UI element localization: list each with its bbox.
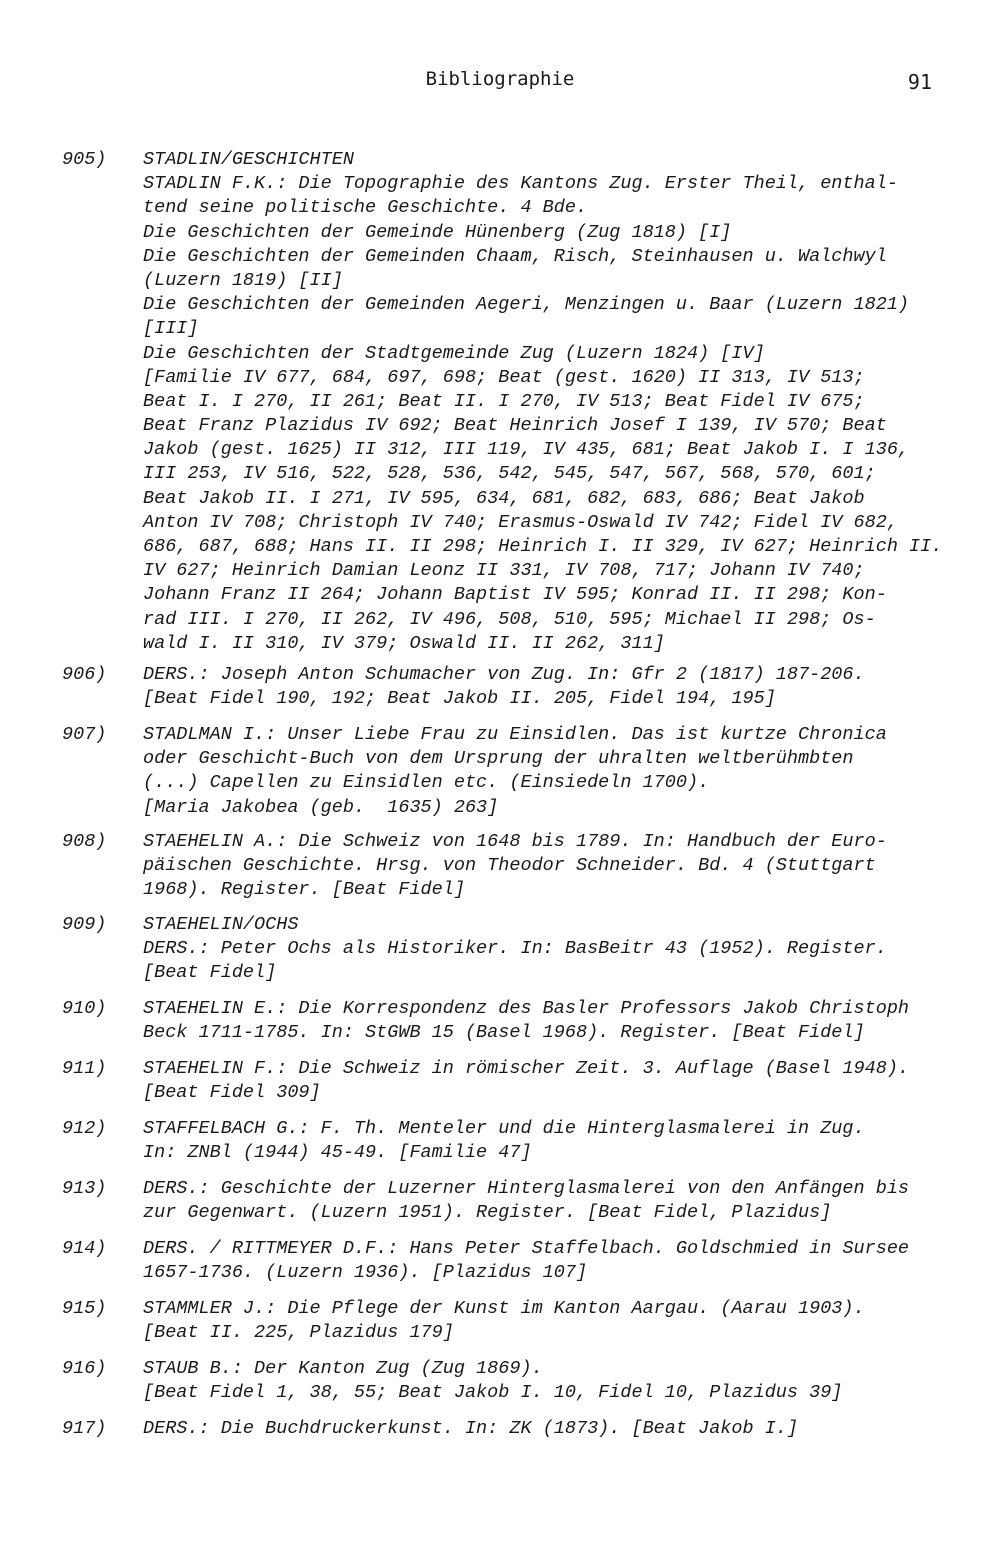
entry-number: 907) xyxy=(62,724,107,745)
entry-number: 915) xyxy=(62,1298,107,1319)
entry-line: 686, 687, 688; Hans II. II 298; Heinrich I. II 329, IV 627; Heinrich II. xyxy=(143,536,943,557)
entry-line: STAEHELIN/OCHS xyxy=(143,914,299,935)
entry-text xyxy=(143,830,993,903)
entry-number: 913) xyxy=(62,1178,107,1199)
entry-line: STADLMAN I.: Unser Liebe Frau zu Einsidlen. Das ist kurtze Chronica xyxy=(143,724,887,745)
entry-number: 908) xyxy=(62,831,107,852)
entry-text xyxy=(143,1357,993,1405)
entry-line: zur Gegenwart. (Luzern 1951). Register. [Beat Fidel, Plazidus] xyxy=(143,1202,832,1224)
entry-line: [Beat Fidel] xyxy=(143,962,277,984)
entry-number: 909) xyxy=(62,914,107,935)
entry-line: Die Geschichten der Gemeinde Hünenberg (Zug 1818) [I] xyxy=(143,221,732,243)
entry-number: 914) xyxy=(62,1238,107,1259)
page-number: 91 xyxy=(907,70,932,94)
entry-line: päischen Geschichte. Hrsg. von Theodor Schneider. Bd. 4 (Stuttgart xyxy=(143,855,876,877)
entry-line: IV 627; Heinrich Damian Leonz II 331, IV 708, 717; Johann IV 740; xyxy=(143,560,865,582)
entry-line: [Beat II. 225, Plazidus 179] xyxy=(143,1322,454,1344)
entry-line: DERS.: Die Buchdruckerkunst. In: ZK (1873). [Beat Jakob I.] xyxy=(143,1418,799,1439)
entry-line: Beck 1711-1785. In: StGWB 15 (Basel 1968). Register. [Beat Fidel] xyxy=(143,1022,865,1044)
entry-line: In: ZNBl (1944) 45-49. [Familie 47] xyxy=(143,1142,532,1164)
entry-line: STADLIN F.K.: Die Topographie des Kantons Zug. Erster Theil, enthal- xyxy=(143,173,898,195)
entry-line: DERS.: Joseph Anton Schumacher von Zug. In: Gfr 2 (1817) 187-206. xyxy=(143,664,865,685)
entry-text xyxy=(143,1417,993,1441)
entry-line: Die Geschichten der Stadtgemeinde Zug (Luzern 1824) [IV] xyxy=(143,342,765,364)
entry-text xyxy=(143,997,993,1045)
entry-text xyxy=(143,1057,993,1105)
entry-line: tend seine politische Geschichte. 4 Bde. xyxy=(143,197,588,219)
entry-line: 1657-1736. (Luzern 1936). [Plazidus 107] xyxy=(143,1262,588,1284)
entry-number: 910) xyxy=(62,998,107,1019)
entry-text xyxy=(143,1237,993,1285)
entry-line: STAMMLER J.: Die Pflege der Kunst im Kanton Aargau. (Aarau 1903). xyxy=(143,1298,865,1319)
entry-line: DERS. / RITTMEYER D.F.: Hans Peter Staffelbach. Goldschmied in Sursee xyxy=(143,1238,910,1259)
entry-text xyxy=(143,663,993,711)
entry-text xyxy=(143,913,993,986)
entry-line: Die Geschichten der Gemeinden Aegeri, Menzingen u. Baar (Luzern 1821) xyxy=(143,294,910,316)
entry-text xyxy=(143,1117,993,1165)
entry-line: Jakob (gest. 1625) II 312, III 119, IV 435, 681; Beat Jakob I. I 136, xyxy=(143,439,910,461)
entry-line: Beat I. I 270, II 261; Beat II. I 270, IV 513; Beat Fidel IV 675; xyxy=(143,390,865,412)
entry-line: Anton IV 708; Christoph IV 740; Erasmus-Oswald IV 742; Fidel IV 682, xyxy=(143,511,898,533)
entry-text xyxy=(143,1297,993,1345)
entry-line: [Beat Fidel 309] xyxy=(143,1082,321,1104)
entry-line: 1968). Register. [Beat Fidel] xyxy=(143,879,465,901)
entry-number: 906) xyxy=(62,664,107,685)
entry-line: (Luzern 1819) [II] xyxy=(143,269,343,291)
entry-text xyxy=(143,1177,993,1225)
entry-number: 911) xyxy=(62,1058,107,1079)
entry-line: STAEHELIN A.: Die Schweiz von 1648 bis 1789. In: Handbuch der Euro- xyxy=(143,831,887,852)
entry-line: [Familie IV 677, 684, 697, 698; Beat (gest. 1620) II 313, IV 513; xyxy=(143,366,865,388)
entry-text xyxy=(143,148,993,656)
entry-line: III 253, IV 516, 522, 528, 536, 542, 545, 547, 567, 568, 570, 601; xyxy=(143,463,876,485)
entry-line: rad III. I 270, II 262, IV 496, 508, 510, 595; Michael II 298; Os- xyxy=(143,608,876,630)
entry-line: [III] xyxy=(143,318,199,340)
entry-line: Johann Franz II 264; Johann Baptist IV 595; Konrad II. II 298; Kon- xyxy=(143,584,887,606)
entry-line: DERS.: Geschichte der Luzerner Hinterglasmalerei von den Anfängen bis xyxy=(143,1178,910,1199)
entry-number: 905) xyxy=(62,149,107,170)
entry-line: oder Geschicht-Buch von dem Ursprung der uhralten weltberühmbten xyxy=(143,748,854,770)
entry-line: (...) Capellen zu Einsidlen etc. (Einsiedeln 1700). xyxy=(143,772,710,794)
entry-line: Beat Jakob II. I 271, IV 595, 634, 681, 682, 683, 686; Beat Jakob xyxy=(143,487,865,509)
running-title: Bibliographie xyxy=(425,68,575,90)
entry-line: [Beat Fidel 190, 192; Beat Jakob II. 205, Fidel 194, 195] xyxy=(143,688,776,710)
entry-line: [Beat Fidel 1, 38, 55; Beat Jakob I. 10, Fidel 10, Plazidus 39] xyxy=(143,1382,843,1404)
entry-text xyxy=(143,723,993,820)
entry-line: STAUB B.: Der Kanton Zug (Zug 1869). xyxy=(143,1358,543,1379)
entry-number: 916) xyxy=(62,1358,107,1379)
entry-line: STAFFELBACH G.: F. Th. Menteler und die Hinterglasmalerei in Zug. xyxy=(143,1118,865,1139)
entry-line: STAEHELIN F.: Die Schweiz in römischer Zeit. 3. Auflage (Basel 1948). xyxy=(143,1058,910,1079)
page-header xyxy=(0,68,1000,98)
entry-number: 917) xyxy=(62,1418,107,1439)
entry-line: DERS.: Peter Ochs als Historiker. In: BasBeitr 43 (1952). Register. xyxy=(143,938,887,960)
entry-line: [Maria Jakobea (geb. 1635) 263] xyxy=(143,796,499,818)
entry-number: 912) xyxy=(62,1118,107,1139)
entry-line: wald I. II 310, IV 379; Oswald II. II 262, 311] xyxy=(143,632,665,654)
entry-line: Die Geschichten der Gemeinden Chaam, Risch, Steinhausen u. Walchwyl xyxy=(143,245,887,267)
entry-line: STAEHELIN E.: Die Korrespondenz des Basler Professors Jakob Christoph xyxy=(143,998,910,1019)
entry-line: Beat Franz Plazidus IV 692; Beat Heinrich Josef I 139, IV 570; Beat xyxy=(143,415,887,437)
entry-line: STADLIN/GESCHICHTEN xyxy=(143,149,354,170)
